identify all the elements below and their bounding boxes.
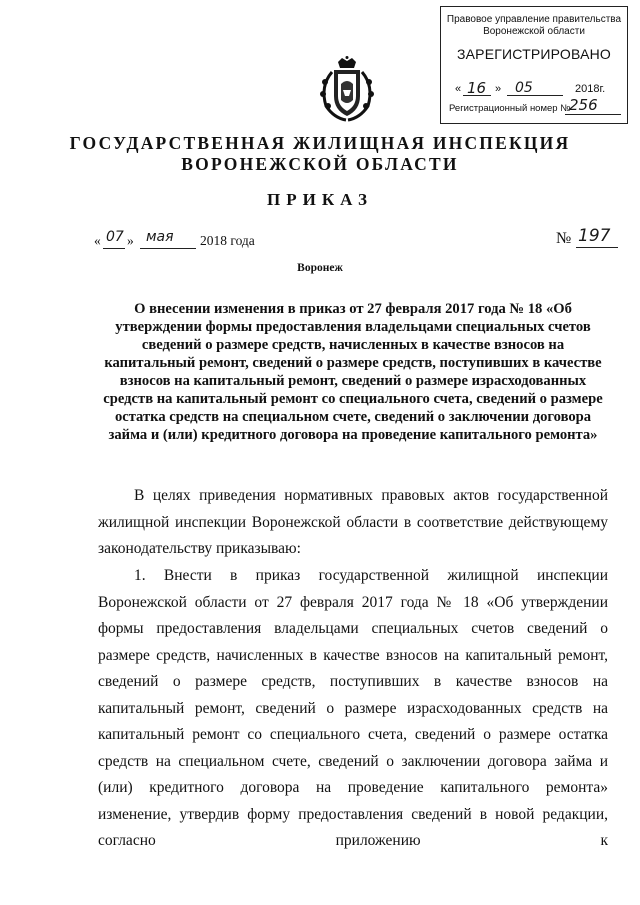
- stamp-status: ЗАРЕГИСТРИРОВАНО: [456, 46, 612, 62]
- order-number-value: 197: [578, 226, 611, 246]
- coat-of-arms-icon: [316, 56, 378, 122]
- stamp-org-line1: Правовое управление правительства: [446, 14, 622, 25]
- order-date-close-quote: »: [127, 233, 134, 248]
- body-paragraph-1: В целях приведения нормативных правовых актов государственной жилищной инспекции Воронежской области в соответствие действующему законодательству приказываю:: [98, 487, 608, 557]
- order-date-year: 2018 года: [200, 233, 255, 248]
- order-date-open-quote: «: [94, 233, 101, 248]
- stamp-date-day: 16: [467, 79, 487, 97]
- stamp-organization: [441, 14, 627, 38]
- city-name: Воронеж: [297, 262, 343, 274]
- stamp-reg-label: Регистрационный номер №: [449, 103, 571, 114]
- stamp-org-line2: Воронежской области: [483, 26, 585, 37]
- order-date: [94, 229, 274, 253]
- order-date-day: 07: [106, 229, 124, 245]
- body-paragraph-2: 1. Внести в приказ государственной жилищной инспекции Воронежской области от 27 февраля 2017 года № 18 «Об утверждении формы предоставления владельцами специальных счетов сведений о размере средств, начисленных в качестве взносов на капитальный ремонт, сведений о размере средств, поступивших в качестве взносов на капитальный ремонт, сведений о размере израсходованных средств на капитальный ремонт со специального счета, сведений о размере остатка средств на специальном счете, сведений о заключении договора займа и (или) кредитного договора на проведение капитального ремонта» изменение, утвердив форму предоставления сведений в новой редакции, согласно приложению к: [98, 567, 608, 849]
- registration-stamp: [440, 6, 628, 124]
- stamp-date-month: 05: [515, 80, 533, 96]
- stamp-reg-number: 256: [569, 96, 598, 114]
- order-title: О внесении изменения в приказ от 27 февраля 2017 года № 18 «Об утверждении формы предоставления владельцами специальных счетов сведений о размере средств, начисленных в качестве взносов на капитальный ремонт, сведений о размере средств, поступивших в качестве взносов на капитальный ремонт, сведений о размере израсходованных средств на капитальный ремонт со специального счета, сведений о размере остатка средств на специальном счете, сведений о заключении договора займа и (или) кредитного договора на проведение капитального ремонта»: [103, 301, 603, 443]
- document-type: ПРИКАЗ: [267, 190, 373, 209]
- order-date-month: мая: [146, 229, 174, 245]
- organization-name-line2: ВОРОНЕЖСКОЙ ОБЛАСТИ: [181, 154, 459, 174]
- stamp-date: [455, 79, 623, 99]
- organization-name-line1: ГОСУДАРСТВЕННАЯ ЖИЛИЩНАЯ ИНСПЕКЦИЯ: [69, 133, 571, 153]
- stamp-date-open-quote: «: [455, 83, 462, 95]
- order-number: [556, 226, 626, 250]
- stamp-date-year: 2018г.: [575, 83, 606, 95]
- order-number-sign: №: [556, 230, 572, 247]
- stamp-date-close-quote: »: [495, 83, 502, 95]
- stamp-registration-number: [449, 96, 598, 114]
